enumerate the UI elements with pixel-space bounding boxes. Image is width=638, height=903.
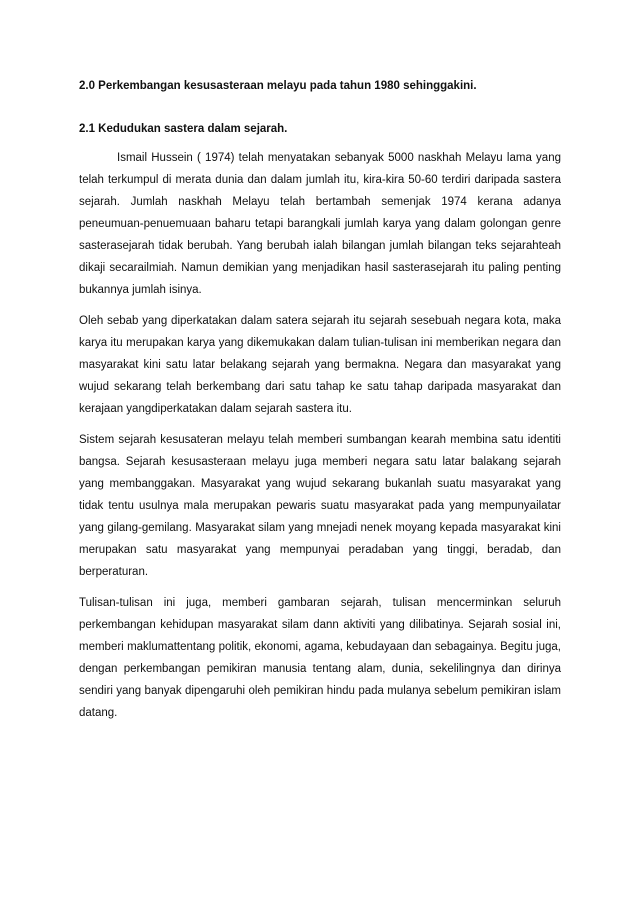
section-heading-2-0: 2.0 Perkembangan kesusasteraan melayu pada tahun 1980 sehinggakini.: [79, 80, 477, 92]
paragraph-1: Ismail Hussein ( 1974) telah menyatakan sebanyak 5000 naskhah Melayu lama yang telah terkumpul di merata dunia dan dalam jumlah itu, kira-kira 50-60 terdiri daripada sastera sejarah. Jumlah naskhah Melayu telah bertambah semenjak 1974 kerana adanya peneumuan-penuemuaan baharu tetapi barangkali jumlah karya yang dalam golongan genre sasterasejarah tidak berubah. Yang berubah ialah bilangan jumlah bilangan teks sejarahteah dikaji secarailmiah. Namun demikian yang menjadikan hasil sasterasejarah itu paling penting bukannya jumlah isinya.: [79, 152, 561, 296]
paragraph-3: Sistem sejarah kesusateran melayu telah memberi sumbangan kearah membina satu identiti bangsa. Sejarah kesusasteraan melayu juga memberi negara satu latar balakang sejarah yang membanggakan. Masyarakat yang wujud sekarang bukanlah suatu masyarakat yang tidak tentu usulnya mala merupakan pewaris suatu masyarakat pada yang mempunyailatar yang gilang-gemilang. Masyarakat silam yang mnejadi nenek moyang kepada masyarakat kini merupakan satu masyarakat yang mempunyai peradaban yang tinggi, beradab, dan berperaturan.: [79, 434, 561, 578]
section-heading-2-1: 2.1 Kedudukan sastera dalam sejarah.: [79, 123, 288, 135]
document-body: [79, 78, 561, 724]
paragraph-2: Oleh sebab yang diperkatakan dalam satera sejarah itu sejarah sesebuah negara kota, maka karya itu merupakan karya yang dikemukakan dalam tulian-tulisan ini memberikan negara dan masyarakat kini satu latar belakang sejarah yang bermakna. Negara dan masyarakat yang wujud sekarang telah berkembang dari satu tahap ke satu tahap daripada masyarakat dan kerajaan yangdiperkatakan dalam sejarah sastera itu.: [79, 315, 561, 415]
paragraph-4: Tulisan-tulisan ini juga, memberi gambaran sejarah, tulisan mencerminkan seluruh perkembangan kehidupan masyarakat silam dann aktiviti yang dilibatinya. Sejarah sosial ini, memberi maklumattentang politik, ekonomi, agama, kebudayaan dan sebagainya. Begitu juga, dengan perkembangan pemikiran manusia tentang alam, dunia, sekelilingnya dan dirinya sendiri yang banyak dipengaruhi oleh pemikiran hindu pada mulanya sebelum pemikiran islam datang.: [79, 597, 561, 719]
